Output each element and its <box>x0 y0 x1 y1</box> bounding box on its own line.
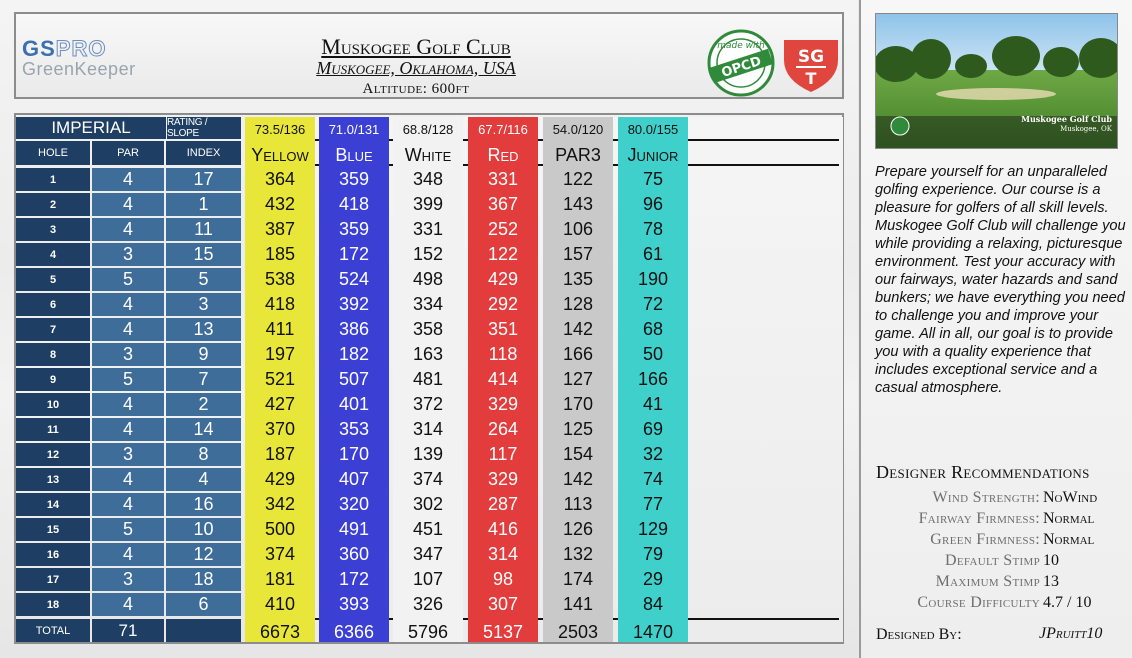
tee-distance: 334 <box>412 294 444 314</box>
total-index-blank <box>166 619 241 642</box>
tee-rating: 73.5/136 <box>254 121 306 137</box>
tee-distance: 78 <box>642 219 664 239</box>
course-photo <box>875 13 1118 149</box>
hole-par: 5 <box>92 518 164 541</box>
tee-distance: 393 <box>338 594 370 614</box>
tee-distance: 302 <box>412 494 444 514</box>
tee-distance: 61 <box>642 244 664 264</box>
hole-par: 3 <box>92 343 164 366</box>
tee-distance: 126 <box>562 519 594 539</box>
tee-distance: 314 <box>412 419 444 439</box>
tee-distance: 113 <box>563 494 593 514</box>
tee-distance: 75 <box>642 169 664 189</box>
tee-distance: 331 <box>412 219 444 239</box>
hole-index: 16 <box>166 493 241 516</box>
tee-distance: 360 <box>338 544 370 564</box>
sgt-bottom-text: T <box>805 69 817 88</box>
units-label: IMPERIAL <box>16 117 166 139</box>
hole-index: 13 <box>166 318 241 341</box>
tee-distance: 129 <box>637 519 669 539</box>
recommendation-label: Maximum Stimp <box>935 573 1040 590</box>
tee-name: PAR3 <box>555 144 601 165</box>
hole-index: 9 <box>166 343 241 366</box>
tee-distance: 329 <box>487 394 519 414</box>
hole-index: 15 <box>166 243 241 266</box>
tee-distance: 287 <box>487 494 519 514</box>
tee-distance: 367 <box>487 194 519 214</box>
course-header <box>14 12 844 99</box>
tee-distance: 348 <box>412 169 444 189</box>
tee-distance: 172 <box>338 569 370 589</box>
greenkeeper-logo: GreenKeeper <box>22 59 136 79</box>
total-label: TOTAL <box>16 619 90 642</box>
course-info-panel <box>859 0 1132 658</box>
opcd-main-text: OPCD <box>719 53 764 81</box>
tee-distance: 172 <box>338 244 370 264</box>
hole-index: 4 <box>166 468 241 491</box>
tee-distance: 392 <box>338 294 370 314</box>
hole-par: 4 <box>92 393 164 416</box>
tee-distance: 174 <box>562 569 594 589</box>
tee-distance: 359 <box>338 219 370 239</box>
hole-number: 5 <box>16 268 90 291</box>
hole-index: 10 <box>166 518 241 541</box>
tee-distance: 166 <box>562 344 594 364</box>
tee-distance: 351 <box>487 319 519 339</box>
tee-distance: 187 <box>264 444 296 464</box>
recommendation-row <box>871 531 1131 552</box>
tee-distance: 182 <box>338 344 370 364</box>
hole-number: 6 <box>16 293 90 316</box>
tee-distance: 342 <box>264 494 296 514</box>
hole-par: 4 <box>92 493 164 516</box>
recommendation-value: 4.7 / 10 <box>1043 594 1092 611</box>
recommendation-label: Wind Strength: <box>932 489 1040 506</box>
tee-distance: 170 <box>338 444 370 464</box>
tee-distance: 128 <box>562 294 594 314</box>
tee-distance: 41 <box>642 394 664 414</box>
tee-distance: 491 <box>338 519 370 539</box>
tee-distance: 139 <box>412 444 444 464</box>
tee-distance: 370 <box>264 419 296 439</box>
tee-distance: 432 <box>264 194 296 214</box>
tee-distance: 347 <box>412 544 444 564</box>
tee-distance: 157 <box>562 244 594 264</box>
tee-distance: 374 <box>264 544 296 564</box>
tee-distance: 74 <box>642 469 664 489</box>
recommendation-value: NoWind <box>1043 489 1098 506</box>
recommendation-value: 13 <box>1043 573 1059 590</box>
tee-distance: 142 <box>562 319 594 339</box>
tee-rating: 67.7/116 <box>478 121 528 137</box>
hole-number: 7 <box>16 318 90 341</box>
recommendation-label: Course Difficulty <box>917 594 1040 611</box>
tee-total: 6673 <box>259 622 301 642</box>
tee-distance: 29 <box>642 569 664 589</box>
tee-distance: 411 <box>265 319 295 339</box>
tee-distance: 197 <box>264 344 296 364</box>
hole-number: 18 <box>16 593 90 616</box>
hole-par: 4 <box>92 418 164 441</box>
hole-index: 6 <box>166 593 241 616</box>
hole-par: 4 <box>92 593 164 616</box>
tee-name: Yellow <box>251 144 309 165</box>
hole-number: 3 <box>16 218 90 241</box>
tee-distance: 538 <box>264 269 296 289</box>
tee-distance: 359 <box>338 169 370 189</box>
tee-distance: 320 <box>338 494 370 514</box>
tee-distance: 500 <box>264 519 296 539</box>
tee-distance: 507 <box>338 369 370 389</box>
hole-number: 15 <box>16 518 90 541</box>
designed-by-label: Designed By: <box>876 626 962 643</box>
opcd-seal-icon <box>706 28 776 98</box>
recommendation-row <box>871 552 1131 573</box>
tee-distance: 524 <box>338 269 370 289</box>
hole-index: 1 <box>166 193 241 216</box>
hole-number: 9 <box>16 368 90 391</box>
tee-distance: 117 <box>488 444 518 464</box>
tee-distance: 331 <box>487 169 519 189</box>
club-name: Muskogee Golf Club <box>321 34 511 59</box>
hole-par: 4 <box>92 468 164 491</box>
tee-distance: 106 <box>562 219 594 239</box>
scorecard-table <box>14 113 844 644</box>
tee-name: White <box>404 144 452 165</box>
hole-index: 18 <box>166 568 241 591</box>
tee-distance: 163 <box>412 344 444 364</box>
tee-distance: 135 <box>562 269 594 289</box>
recommendation-row <box>871 489 1131 510</box>
club-location: Muskogee, Oklahoma, USA <box>316 58 516 78</box>
tee-distance: 118 <box>488 344 518 364</box>
tee-distance: 372 <box>412 394 444 414</box>
hole-number: 17 <box>16 568 90 591</box>
recommendation-value: 10 <box>1043 552 1059 569</box>
hole-index: 14 <box>166 418 241 441</box>
recommendation-label: Fairway Firmness: <box>918 510 1040 527</box>
tee-distance: 122 <box>562 169 594 189</box>
tee-distance: 125 <box>562 419 594 439</box>
tee-distance: 152 <box>412 244 444 264</box>
tee-distance: 84 <box>642 594 664 614</box>
recommendation-row <box>871 510 1131 531</box>
tee-distance: 122 <box>487 244 519 264</box>
tee-distance: 127 <box>562 369 594 389</box>
hole-number: 1 <box>16 168 90 191</box>
hole-par: 3 <box>92 568 164 591</box>
total-par: 71 <box>92 619 164 642</box>
col-hole-header: HOLE <box>16 141 90 165</box>
recommendation-value: Normal <box>1043 510 1095 527</box>
hole-par: 4 <box>92 168 164 191</box>
recommendations-title: Designer Recommendations <box>876 462 1090 482</box>
tee-distance: 107 <box>412 569 444 589</box>
tee-distance: 387 <box>264 219 296 239</box>
course-photo-image <box>876 14 1118 149</box>
hole-index: 17 <box>166 168 241 191</box>
photo-caption-sub: Muskogee, OK <box>1060 125 1112 133</box>
tee-distance: 307 <box>487 594 519 614</box>
tee-distance: 142 <box>562 469 594 489</box>
hole-par: 3 <box>92 243 164 266</box>
course-description: Prepare yourself for an unparalleled golfing experience. Our course is a pleasure for golfers of all skill levels. Muskogee Golf Club will challenge you while providing a relaxing, picturesque environment. Test your accuracy with our fairways, water hazards and sand bunkers; we have everything you need to challenge you and improve your game. All in all, our goal is to provide you with a quality experience that includes exceptional service and a casual atmosphere. <box>875 164 1126 396</box>
tee-distance: 410 <box>264 594 296 614</box>
hole-number: 12 <box>16 443 90 466</box>
opcd-top-text: made with <box>717 41 765 51</box>
tee-distance: 386 <box>338 319 370 339</box>
tee-distance: 416 <box>487 519 519 539</box>
tee-distance: 418 <box>264 294 296 314</box>
tee-distance: 170 <box>562 394 594 414</box>
tee-distance: 418 <box>338 194 370 214</box>
hole-index: 7 <box>166 368 241 391</box>
sgt-top-text: SG <box>797 47 825 67</box>
tee-distance: 143 <box>562 194 594 214</box>
tee-total: 6366 <box>333 622 375 642</box>
tee-distance: 132 <box>562 544 594 564</box>
tee-name: Junior <box>627 144 679 165</box>
gspro-badge-icon <box>891 117 909 135</box>
hole-number: 11 <box>16 418 90 441</box>
hole-number: 16 <box>16 543 90 566</box>
tee-distance: 374 <box>412 469 444 489</box>
col-par-header: PAR <box>92 141 164 165</box>
recommendation-label: Green Firmness: <box>930 531 1040 548</box>
tee-distance: 68 <box>642 319 664 339</box>
tee-distance: 190 <box>637 269 669 289</box>
hole-par: 5 <box>92 368 164 391</box>
tee-distance: 399 <box>412 194 444 214</box>
tee-distance: 292 <box>487 294 519 314</box>
tee-distance: 329 <box>487 469 519 489</box>
recommendation-row <box>871 573 1131 594</box>
tee-rating: 80.0/155 <box>627 121 679 137</box>
logo-pro-text: PRO <box>55 36 107 61</box>
tee-distance: 427 <box>264 394 296 414</box>
tee-distance: 154 <box>562 444 594 464</box>
tee-distance: 69 <box>642 419 664 439</box>
tee-distance: 481 <box>412 369 444 389</box>
tee-name: Blue <box>335 144 373 165</box>
tee-total: 2503 <box>557 622 599 642</box>
hole-par: 4 <box>92 543 164 566</box>
hole-index: 5 <box>166 268 241 291</box>
tee-distance: 429 <box>264 469 296 489</box>
tee-distance: 401 <box>338 394 370 414</box>
tee-distance: 414 <box>487 369 519 389</box>
hole-par: 4 <box>92 293 164 316</box>
club-altitude: Altitude: 600ft <box>362 81 470 97</box>
hole-number: 2 <box>16 193 90 216</box>
tee-distance: 72 <box>642 294 664 314</box>
tee-distance: 451 <box>412 519 444 539</box>
hole-number: 8 <box>16 343 90 366</box>
tee-total: 5796 <box>407 622 449 642</box>
hole-par: 3 <box>92 443 164 466</box>
tee-distance: 77 <box>642 494 664 514</box>
tee-rating: 54.0/120 <box>552 121 604 137</box>
hole-par: 4 <box>92 218 164 241</box>
hole-number: 13 <box>16 468 90 491</box>
tee-rating: 68.8/128 <box>402 121 454 137</box>
tee-distance: 50 <box>642 344 664 364</box>
tee-distance: 429 <box>487 269 519 289</box>
hole-index: 3 <box>166 293 241 316</box>
hole-index: 8 <box>166 443 241 466</box>
tee-name: Red <box>487 144 519 165</box>
hole-number: 14 <box>16 493 90 516</box>
tee-distance: 181 <box>264 569 296 589</box>
tee-distance: 364 <box>264 169 296 189</box>
hole-number: 10 <box>16 393 90 416</box>
hole-par: 5 <box>92 268 164 291</box>
tee-distance: 314 <box>487 544 519 564</box>
logo-gs-text: GS <box>22 36 56 61</box>
recommendation-value: Normal <box>1043 531 1095 548</box>
col-index-header: INDEX <box>166 141 241 165</box>
tee-distance: 96 <box>642 194 664 214</box>
tee-distance: 498 <box>412 269 444 289</box>
hole-par: 4 <box>92 318 164 341</box>
tee-distance: 407 <box>338 469 370 489</box>
tee-distance: 98 <box>492 569 514 589</box>
recommendation-label: Default Stimp <box>945 552 1040 569</box>
tee-rating: 71.0/131 <box>328 121 380 137</box>
sgt-shield-icon <box>780 36 842 94</box>
hole-index: 12 <box>166 543 241 566</box>
tee-distance: 185 <box>264 244 296 264</box>
tee-distance: 326 <box>412 594 444 614</box>
tee-distance: 264 <box>487 419 519 439</box>
tee-distance: 521 <box>264 369 296 389</box>
hole-par: 4 <box>92 193 164 216</box>
designed-by-value: JPruitt10 <box>1039 625 1103 642</box>
tee-distance: 166 <box>637 369 669 389</box>
recommendation-row <box>871 594 1131 615</box>
hole-index: 11 <box>166 218 241 241</box>
rating-slope-label: RATING / SLOPE <box>167 117 241 139</box>
hole-number: 4 <box>16 243 90 266</box>
tee-distance: 358 <box>412 319 444 339</box>
tee-distance: 32 <box>642 444 664 464</box>
tee-total: 1470 <box>632 622 674 642</box>
hole-index: 2 <box>166 393 241 416</box>
photo-caption-title: Muskogee Golf Club <box>1021 114 1112 124</box>
tee-distance: 252 <box>487 219 519 239</box>
tee-distance: 79 <box>642 544 664 564</box>
tee-distance: 353 <box>338 419 370 439</box>
tee-distance: 141 <box>562 594 594 614</box>
tee-total: 5137 <box>482 622 524 642</box>
